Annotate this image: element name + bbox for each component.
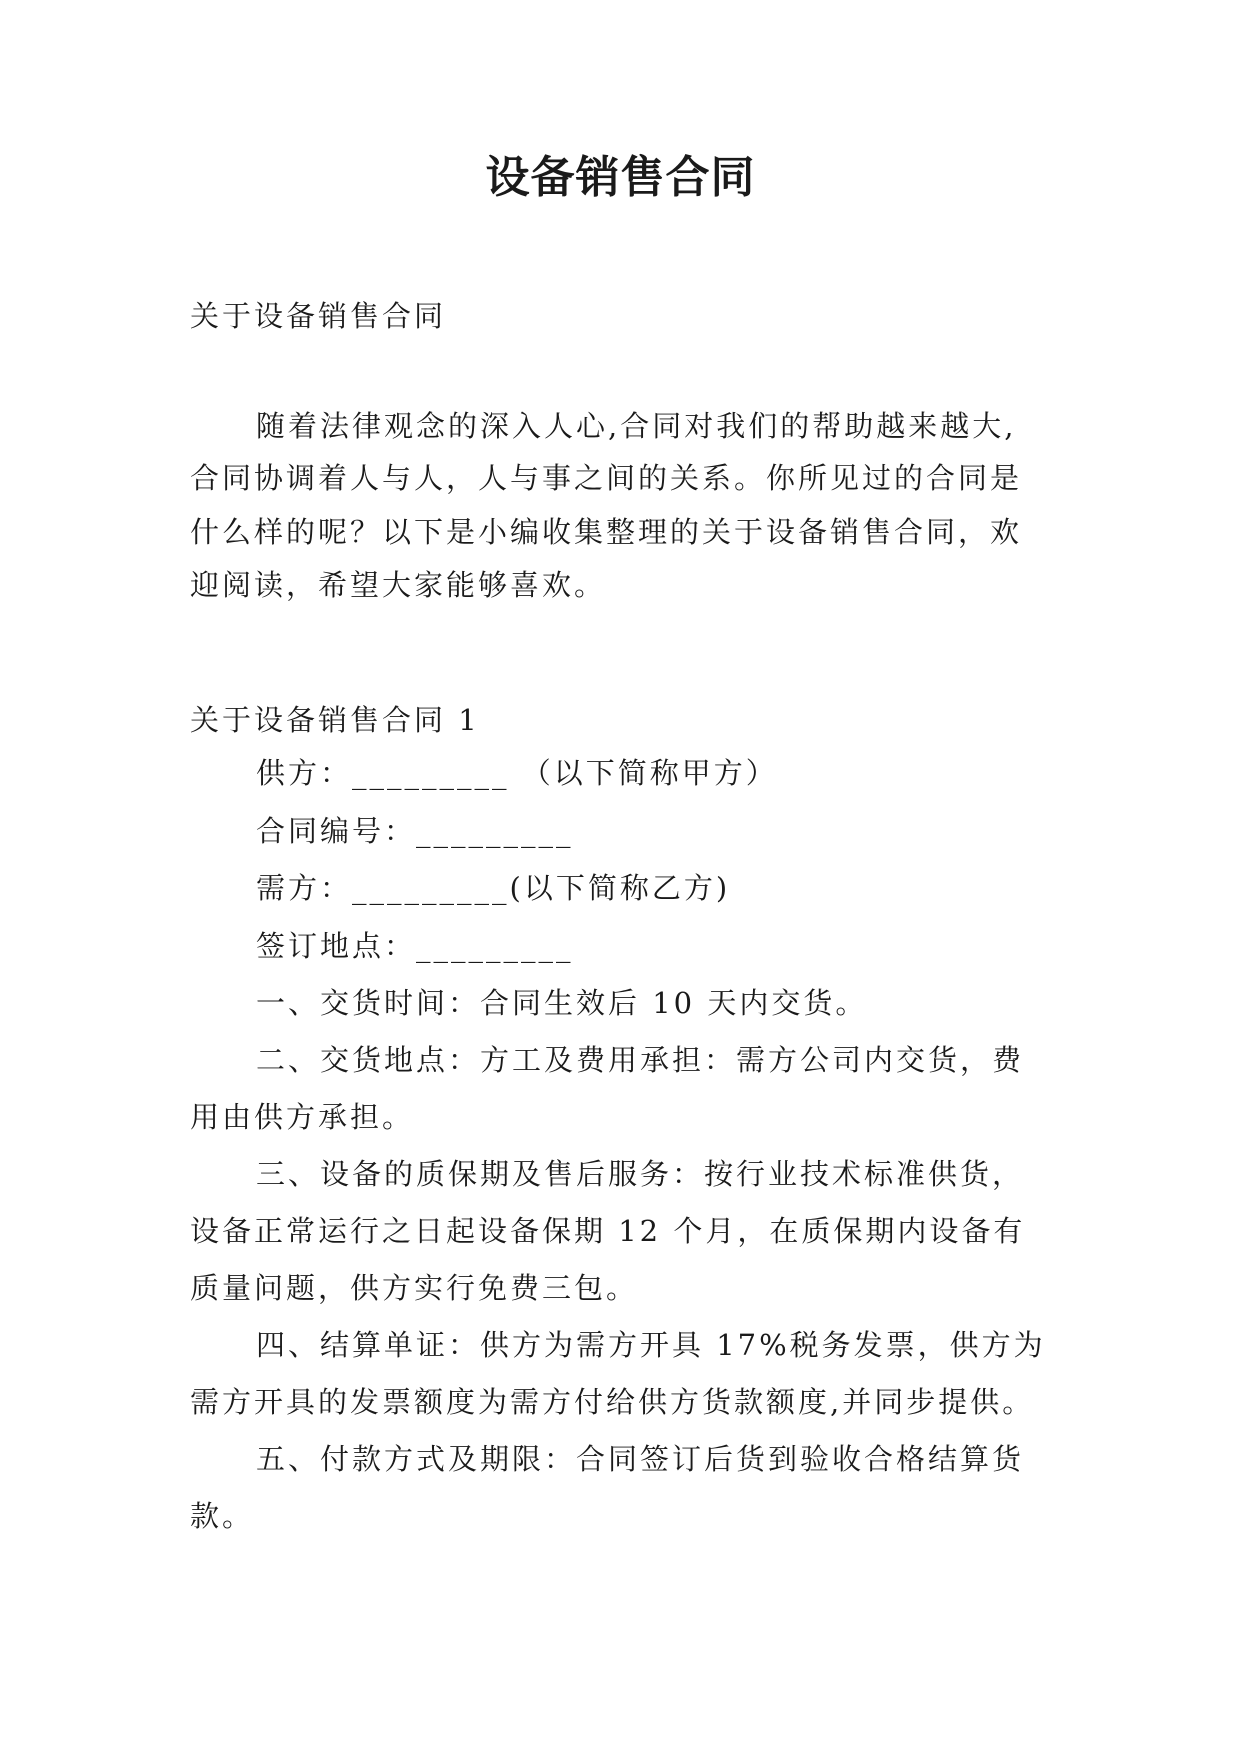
clause-line: 二、交货地点：方工及费用承担：需方公司内交货，费 xyxy=(256,1043,1025,1077)
field-buyer: 需方：_________(以下简称乙方) xyxy=(256,871,731,905)
clause-line: 五、付款方式及期限：合同签订后货到验收合格结算货 xyxy=(256,1442,1025,1476)
clause-line: 一、交货时间：合同生效后 10 天内交货。 xyxy=(256,986,868,1020)
field-supplier: 供方：_________ （以下简称甲方） xyxy=(256,756,778,790)
clause-line: 质量问题，供方实行免费三包。 xyxy=(190,1271,639,1305)
field-contract-number: 合同编号：_________ xyxy=(256,814,574,848)
clause-line: 用由供方承担。 xyxy=(190,1100,415,1134)
intro-line: 什么样的呢？以下是小编收集整理的关于设备销售合同，欢 xyxy=(190,515,1023,549)
clause-line: 三、设备的质保期及售后服务：按行业技术标准供货， xyxy=(256,1157,1025,1191)
clause-line: 四、结算单证：供方为需方开具 17%税务发票，供方为 xyxy=(256,1328,1046,1362)
field-signing-place: 签订地点：_________ xyxy=(256,929,574,963)
intro-line: 合同协调着人与人，人与事之间的关系。你所见过的合同是 xyxy=(190,461,1023,495)
subtitle: 关于设备销售合同 xyxy=(190,299,447,333)
clause-line: 款。 xyxy=(190,1499,255,1533)
clause-line: 设备正常运行之日起设备保期 12 个月，在质保期内设备有 xyxy=(190,1214,1026,1248)
clause-line: 需方开具的发票额度为需方付给供方货款额度,并同步提供。 xyxy=(190,1385,1035,1419)
intro-line: 迎阅读，希望大家能够喜欢。 xyxy=(190,568,607,602)
intro-line: 随着法律观念的深入人心,合同对我们的帮助越来越大, xyxy=(256,409,1017,443)
section-heading: 关于设备销售合同 1 xyxy=(190,703,480,737)
page-title: 设备销售合同 xyxy=(485,152,756,203)
